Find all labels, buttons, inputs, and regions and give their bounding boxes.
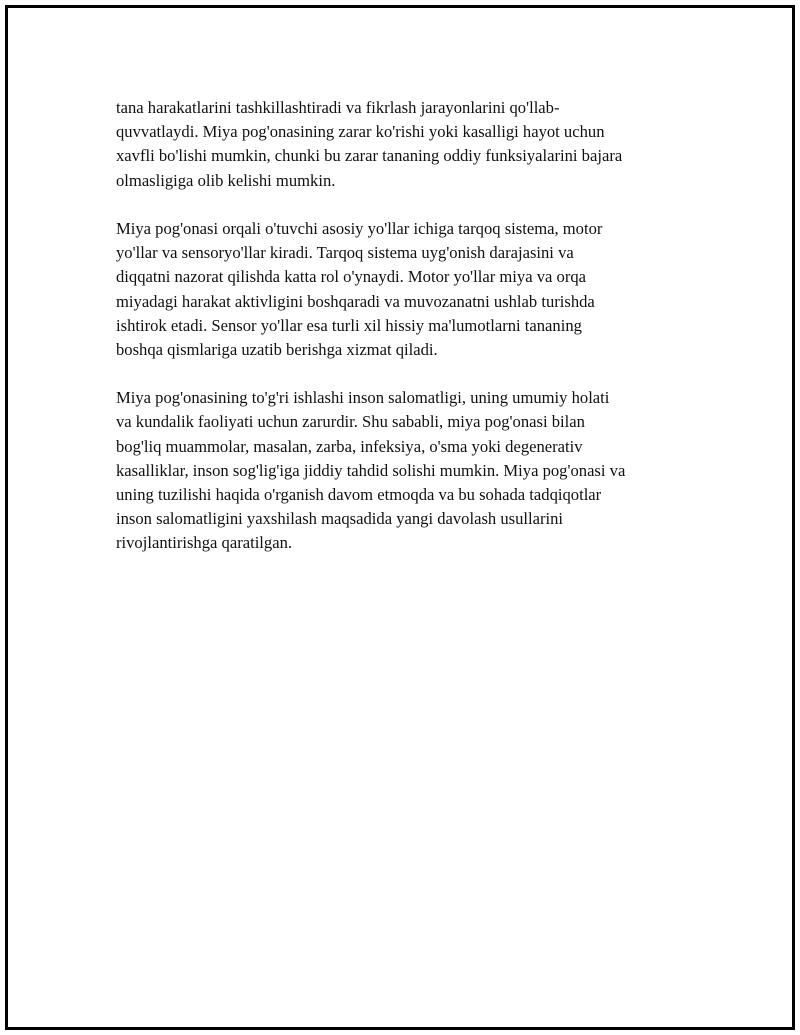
text-line: diqqatni nazorat qilishda katta rol o'ynaydi. Motor yo'llar miya va orqa xyxy=(116,267,587,287)
text-line: ishtirok etadi. Sensor yo'llar esa turli xil hissiy ma'lumotlarni tananing xyxy=(116,315,582,335)
text-line: Miya pog'onasining to'g'ri ishlashi inson salomatligi, uning umumiy holati xyxy=(116,388,610,408)
text-line: xavfli bo'lishi mumkin, chunki bu zarar tananing oddiy funksiyalarini bajara xyxy=(116,146,623,166)
text-line: kasalliklar, inson sog'lig'iga jiddiy tahdid solishi mumkin. Miya pog'onasi va xyxy=(116,460,626,480)
text-line: yo'llar va sensoryo'llar kiradi. Tarqoq sistema uyg'onish darajasini va xyxy=(116,243,574,263)
text-line: va kundalik faoliyati uchun zarurdir. Shu sababli, miya pog'onasi bilan xyxy=(116,412,585,432)
paragraph xyxy=(116,96,696,193)
text-line: miyadagi harakat aktivligini boshqaradi va muvozanatni ushlab turishda xyxy=(116,291,595,311)
text-line: uning tuzilishi haqida o'rganish davom etmoqda va bu sohada tadqiqotlar xyxy=(116,485,602,504)
text-line: rivojlantirishga qaratilgan. xyxy=(116,533,293,553)
text-line: inson salomatligini yaxshilash maqsadida yangi davolash usullarini xyxy=(116,509,564,529)
text-line: tana harakatlarini tashkillashtiradi va fikrlash jarayonlarini qo'llab- xyxy=(116,98,560,117)
text-line: bog'liq muammolar, masalan, zarba, infeksiya, o'sma yoki degenerativ xyxy=(116,436,583,456)
text-line: quvvatlaydi. Miya pog'onasining zarar ko'rishi yoki kasalligi hayot uchun xyxy=(116,122,605,142)
text-line: boshqa qismlariga uzatib berishga xizmat qiladi. xyxy=(116,339,438,359)
text-line: olmasligiga olib kelishi mumkin. xyxy=(116,170,336,190)
document-body xyxy=(116,96,696,580)
text-line: Miya pog'onasi orqali o'tuvchi asosiy yo'llar ichiga tarqoq sistema, motor xyxy=(116,218,603,238)
paragraph xyxy=(116,217,696,362)
paragraph xyxy=(116,386,696,555)
